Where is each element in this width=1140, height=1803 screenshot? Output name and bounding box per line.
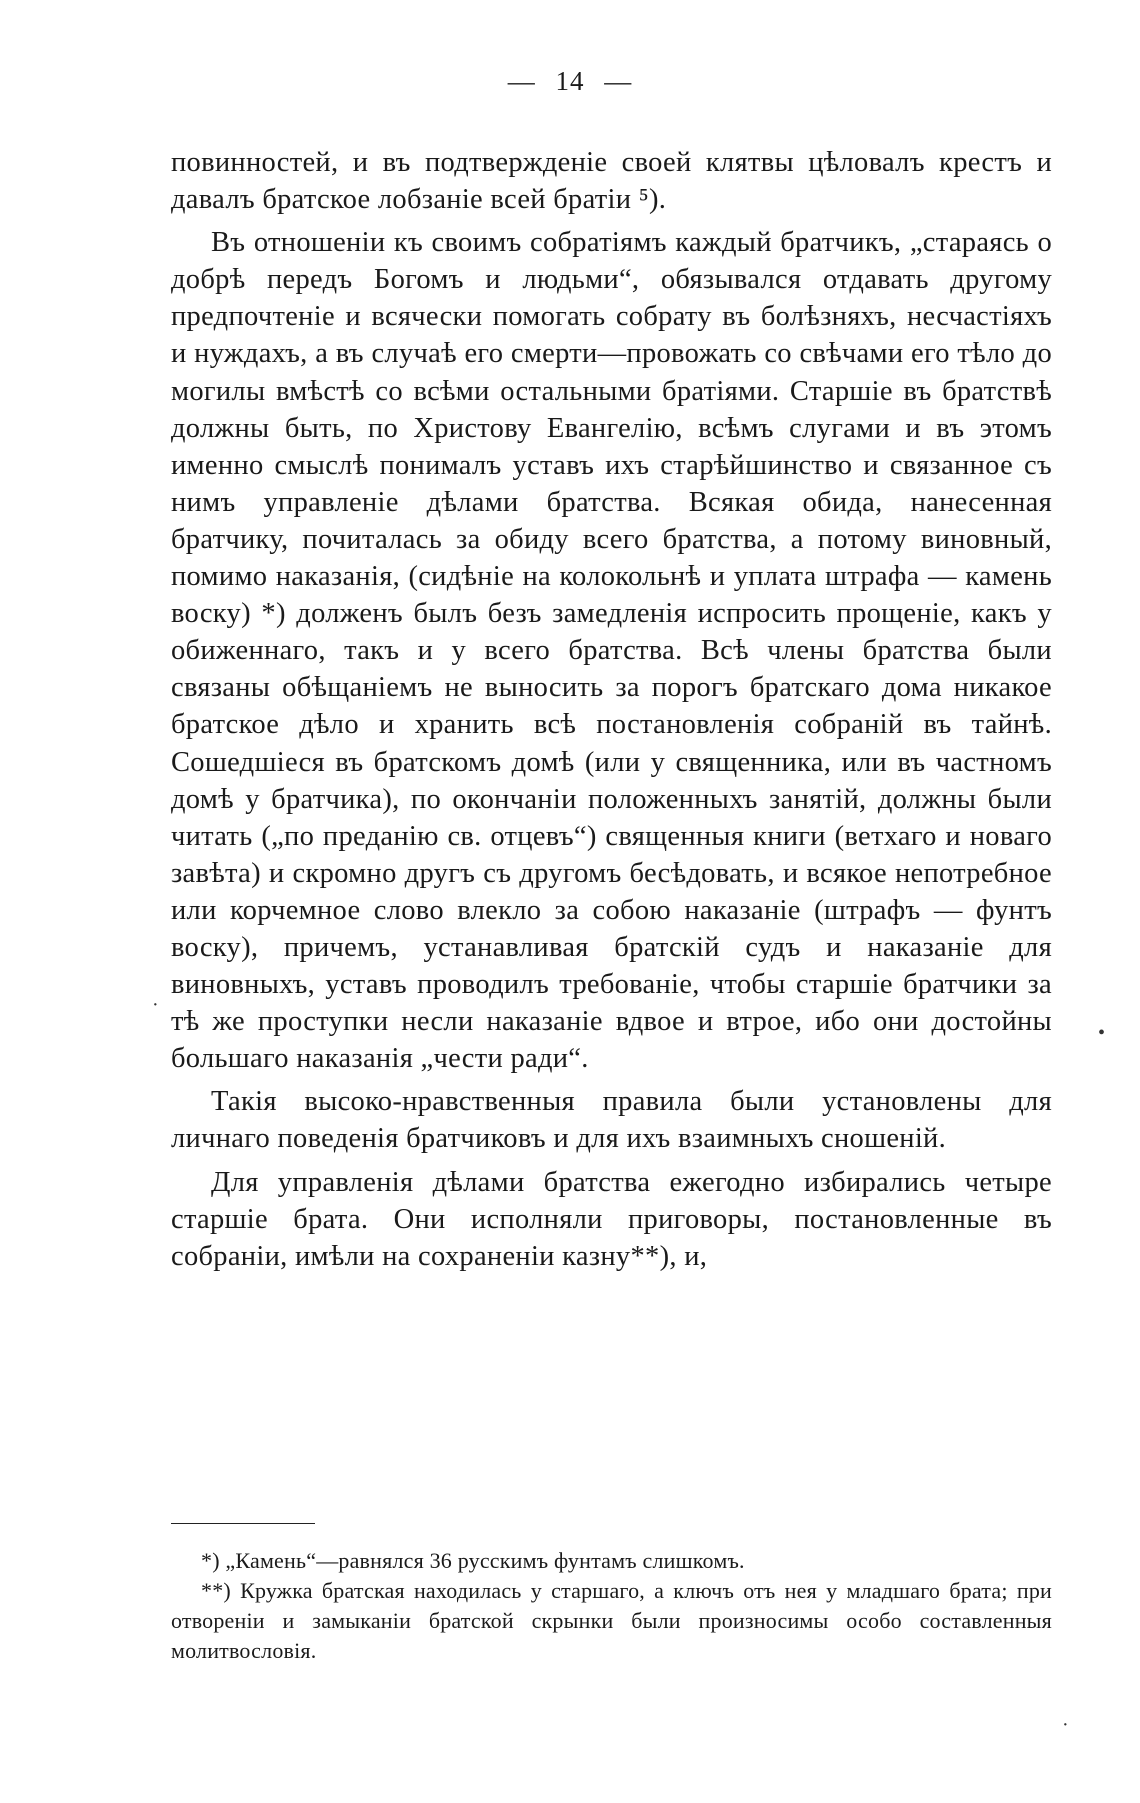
header-dash-left: — — [507, 66, 536, 96]
print-speck: · — [152, 994, 159, 1016]
print-speck: • — [1098, 1022, 1106, 1044]
paragraph-continued: повинностей, и въ подтвержденіе своей клятвы цѣловалъ крестъ и давалъ братское лобзаніе всей братіи ⁵). — [171, 147, 1052, 216]
page-header — [0, 66, 1140, 97]
footnote-2: **) Кружка братская находилась у старшаго, а ключъ отъ нея у младшаго брата; при отвореніи и замыканіи братской скрынки были произносимы особо составленныя молитвословія. — [171, 1578, 1052, 1663]
footnote-1: *) „Камень“—равнялся 36 русскимъ фунтамъ слишкомъ. — [201, 1548, 745, 1573]
paragraph-brotherhood-relations: Въ отношеніи къ своимъ собратіямъ каждый братчикъ, „стараясь о добрѣ передъ Богомъ и людьми“, обязывался отдавать другому предпочтеніе и всячески помогать собрату въ болѣзняхъ, несчастіяхъ и нуждахъ, а въ случаѣ его смерти—провожать со свѣчами его тѣло до могилы вмѣстѣ со всѣми остальными братіями. Старшіе въ братствѣ должны быть, по Христову Евангелію, всѣмъ слугами и въ этомъ именно смыслѣ понималъ уставъ ихъ старѣйшинство и связанное съ нимъ управленіе дѣлами братства. Всякая обида, нанесенная братчику, почиталась за обиду всего братства, а потому виновный, помимо наказанія, (сидѣніе на колокольнѣ и уплата штрафа — камень воску) *) долженъ былъ безъ замедленія испросить прощеніе, какъ у обиженнаго, такъ и у всего братства. Всѣ члены братства были связаны обѣщаніемъ не выносить за порогъ братскаго дома никакое братское дѣло и хранить всѣ постановленія собраній въ тайнѣ. Сошедшіеся въ братскомъ домѣ (или у священника, или въ частномъ домѣ у братчика), по окончаніи положенныхъ занятій, должны были читать („по преданію св. отцевъ“) священныя книги (ветхаго и новаго завѣта) и скромно другъ съ другомъ бесѣдовать, и всякое непотребное или корчемное слово влекло за собою наказаніе (штрафъ — фунтъ воску), причемъ, устанавливая братскій судъ и наказаніе для виновныхъ, уставъ проводилъ требованіе, чтобы старшіе братчики за тѣ же проступки несли наказаніе вдвое и втрое, ибо они достойны большаго наказанія „чести ради“. — [171, 227, 1052, 1075]
footnotes — [171, 1546, 1052, 1666]
paragraph-elders: Для управленія дѣлами братства ежегодно избирались четыре старшіе брата. Они исполняли приговоры, постановленные въ собраніи, имѣли на сохраненіи казну**), и, — [171, 1166, 1052, 1272]
header-dash-right: — — [604, 66, 633, 96]
footnote-separator — [171, 1523, 315, 1524]
paragraph-moral-rules: Такія высоко-нравственныя правила были установлены для личнаго поведенія братчиковъ и для ихъ взаимныхъ сношеній. — [171, 1086, 1052, 1155]
print-speck: · — [1062, 1714, 1069, 1736]
page-number: 14 — [555, 66, 585, 96]
main-text — [171, 144, 1052, 1275]
